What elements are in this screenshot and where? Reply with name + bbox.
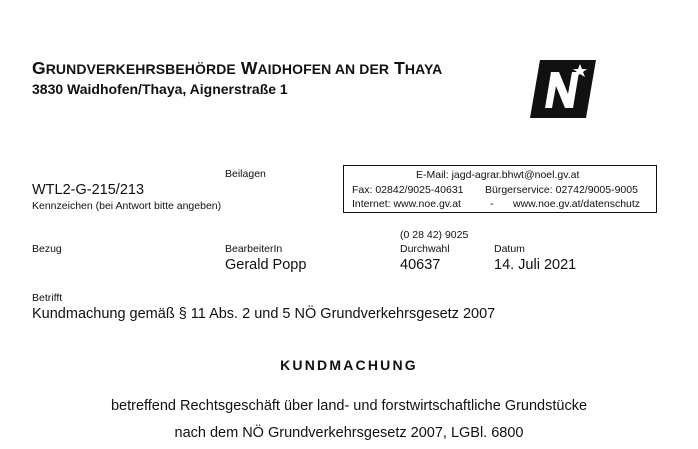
authority-name: GRUNDVERKEHRSBEHÖRDE WAIDHOFEN AN DER THAYA bbox=[32, 58, 443, 78]
phone-prefix: (0 28 42) 9025 bbox=[400, 229, 469, 241]
bearbeiter-label: BearbeiterIn bbox=[225, 243, 283, 255]
contact-fax: Fax: 02842/9025-40631 bbox=[352, 184, 464, 196]
contact-box bbox=[343, 165, 657, 213]
announcement-line-1: betreffend Rechtsgeschäft über land- und forstwirtschaftliche Grundstücke bbox=[110, 398, 588, 414]
announcement-title: KUNDMACHUNG bbox=[280, 357, 418, 373]
durchwahl-value: 40637 bbox=[400, 257, 441, 273]
betrifft-value: Kundmachung gemäß § 11 Abs. 2 und 5 NÖ Grundverkehrsgesetz 2007 bbox=[32, 306, 496, 322]
contact-privacy: www.noe.gv.at/datenschutz bbox=[513, 198, 641, 210]
datum-label: Datum bbox=[494, 243, 525, 255]
betrifft-label: Betrifft bbox=[32, 292, 63, 304]
beilagen-label: Beilagen bbox=[225, 168, 266, 180]
kennzeichen-value: WTL2-G-215/213 bbox=[32, 182, 145, 198]
contact-separator: - bbox=[490, 198, 494, 210]
kennzeichen-label: Kennzeichen (bei Antwort bitte angeben) bbox=[32, 200, 222, 212]
datum-value: 14. Juli 2021 bbox=[494, 257, 577, 273]
contact-service: Bürgerservice: 02742/9005-9005 bbox=[485, 184, 638, 196]
announcement-line-2: nach dem NÖ Grundverkehrsgesetz 2007, LGBl. 6800 bbox=[174, 425, 524, 441]
durchwahl-label: Durchwahl bbox=[400, 243, 450, 255]
authority-address: 3830 Waidhofen/Thaya, Aignerstraße 1 bbox=[32, 81, 288, 97]
bezug-label: Bezug bbox=[32, 243, 62, 255]
contact-internet: Internet: www.noe.gv.at bbox=[352, 198, 461, 210]
noe-logo-icon bbox=[530, 60, 596, 118]
contact-email: E-Mail: jagd-agrar.bhwt@noel.gv.at bbox=[416, 169, 580, 181]
bearbeiter-value: Gerald Popp bbox=[225, 257, 307, 273]
